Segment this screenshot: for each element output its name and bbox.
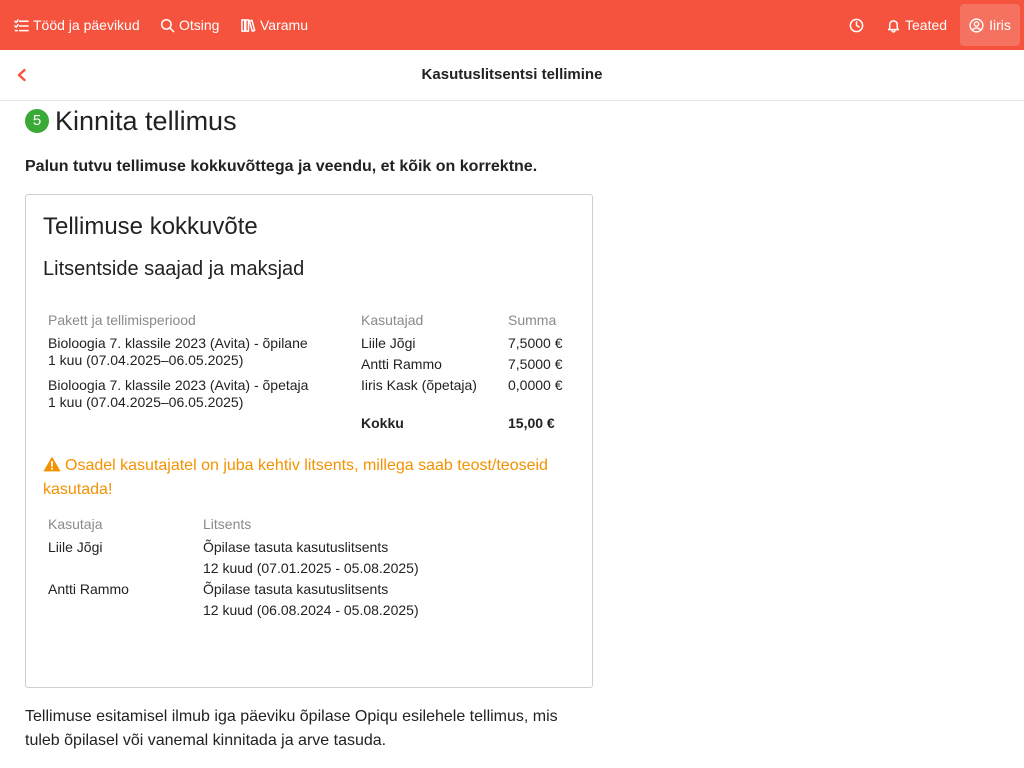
warning-triangle-icon: [43, 456, 61, 472]
task-list-icon: [14, 18, 29, 33]
intro-text: Palun tutvu tellimuse kokkuvõttega ja veendu, et kõik on korrektne.: [25, 158, 538, 175]
user-circle-icon: [969, 18, 984, 33]
history-button[interactable]: [849, 0, 864, 50]
total-label: Kokku: [361, 415, 404, 431]
user-name: Liile Jõgi: [361, 335, 416, 351]
top-navigation-bar: [0, 0, 1024, 50]
page-title: Kasutuslitsentsi tellimine: [421, 66, 603, 83]
order-summary-card: [25, 194, 593, 688]
header-users: Kasutajad: [361, 312, 424, 328]
nav-search[interactable]: [160, 0, 219, 50]
license-user: Antti Rammo: [48, 581, 129, 597]
header-license: Litsents: [203, 516, 252, 532]
header-sum: Summa: [508, 312, 557, 328]
nav-tasks-and-diaries[interactable]: [14, 0, 140, 50]
step-number-badge: 5: [25, 109, 49, 133]
license-period: 12 kuud (06.08.2024 - 05.08.2025): [203, 602, 419, 618]
total-value: 15,00 €: [508, 415, 555, 431]
chevron-left-icon: [12, 65, 32, 85]
user-sum: 7,5000 €: [508, 335, 563, 351]
warning-text: Osadel kasutajatel on juba kehtiv litsents, millega saab teost/teoseid kasutada!: [43, 457, 548, 498]
bell-icon: [886, 18, 901, 33]
package-name: Bioloogia 7. klassile 2023 (Avita) - õpetaja: [48, 377, 309, 393]
nav-library-label: Varamu: [260, 17, 308, 33]
license-name: Õpilase tasuta kasutuslitsents: [203, 539, 389, 555]
user-name-label: Iiris: [989, 17, 1011, 33]
nav-library[interactable]: [241, 0, 308, 50]
notifications-label: Teated: [905, 17, 948, 33]
search-icon: [160, 18, 175, 33]
package-period: 1 kuu (07.04.2025–06.05.2025): [48, 394, 244, 410]
existing-license-warning: [43, 454, 573, 502]
nav-search-label: Otsing: [179, 17, 220, 33]
step-title: Kinnita tellimus: [55, 106, 237, 136]
summary-title: Tellimuse kokkuvõte: [43, 213, 258, 240]
package-period: 1 kuu (07.04.2025–06.05.2025): [48, 352, 244, 368]
package-name: Bioloogia 7. klassile 2023 (Avita) - õpilane: [48, 335, 308, 351]
user-menu-button[interactable]: [960, 4, 1020, 46]
user-sum: 0,0000 €: [508, 377, 563, 393]
back-button[interactable]: [12, 65, 32, 85]
header-user: Kasutaja: [48, 516, 103, 532]
license-user: Liile Jõgi: [48, 539, 103, 555]
header-package: Pakett ja tellimisperiood: [48, 312, 196, 328]
recipients-subtitle: Litsentside saajad ja maksjad: [43, 258, 305, 280]
nav-tasks-label: Tööd ja päevikud: [33, 17, 140, 33]
clock-icon: [849, 18, 864, 33]
user-name: Iiris Kask (õpetaja): [361, 377, 477, 393]
notifications-button[interactable]: [886, 0, 947, 50]
books-icon: [241, 18, 256, 33]
page-header: [0, 50, 1024, 101]
license-name: Õpilase tasuta kasutuslitsents: [203, 581, 389, 597]
user-name: Antti Rammo: [361, 356, 442, 372]
order-info-note: Tellimuse esitamisel ilmub iga päeviku õpilase Opiqu esilehele tellimus, mis tuleb õpilasel või vanemal kinnitada ja arve tasuda.: [25, 708, 558, 749]
user-sum: 7,5000 €: [508, 356, 563, 372]
license-period: 12 kuud (07.01.2025 - 05.08.2025): [203, 560, 419, 576]
